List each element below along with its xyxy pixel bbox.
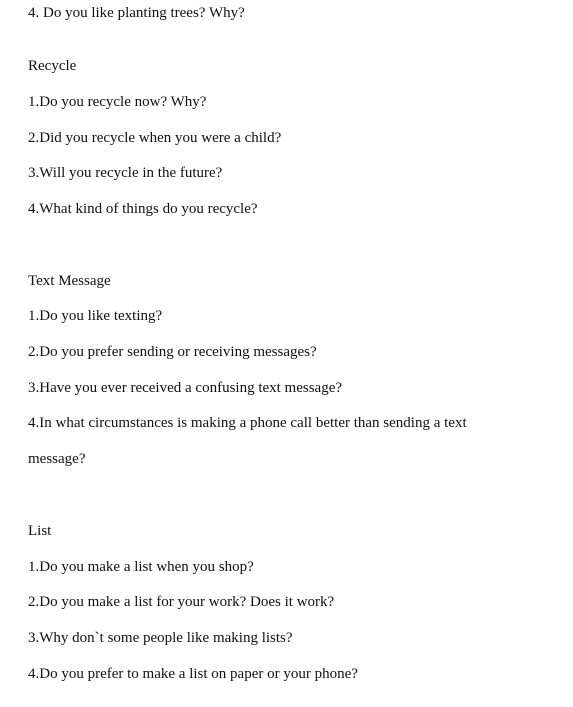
list-question-3: 3.Why don`t some people like making lists? [28, 630, 293, 646]
intro-question: 4. Do you like planting trees? Why? [28, 5, 245, 21]
recycle-question-1: 1.Do you recycle now? Why? [28, 94, 207, 110]
text-message-question-2: 2.Do you prefer sending or receiving messages? [28, 344, 317, 360]
section-heading-recycle: Recycle [28, 58, 77, 74]
recycle-question-3: 3.Will you recycle in the future? [28, 165, 223, 181]
text-message-question-1: 1.Do you like texting? [28, 308, 163, 324]
list-question-2: 2.Do you make a list for your work? Does it work? [28, 594, 335, 610]
section-heading-list: List [28, 523, 52, 539]
text-message-question-4: 4.In what circumstances is making a phone call better than sending a text message? [28, 415, 467, 467]
recycle-question-2: 2.Did you recycle when you were a child? [28, 130, 282, 146]
list-question-1: 1.Do you make a list when you shop? [28, 559, 254, 575]
recycle-question-4: 4.What kind of things do you recycle? [28, 201, 258, 217]
section-heading-text-message: Text Message [28, 273, 111, 289]
text-message-question-3: 3.Have you ever received a confusing text message? [28, 380, 343, 396]
list-question-4: 4.Do you prefer to make a list on paper or your phone? [28, 666, 358, 682]
